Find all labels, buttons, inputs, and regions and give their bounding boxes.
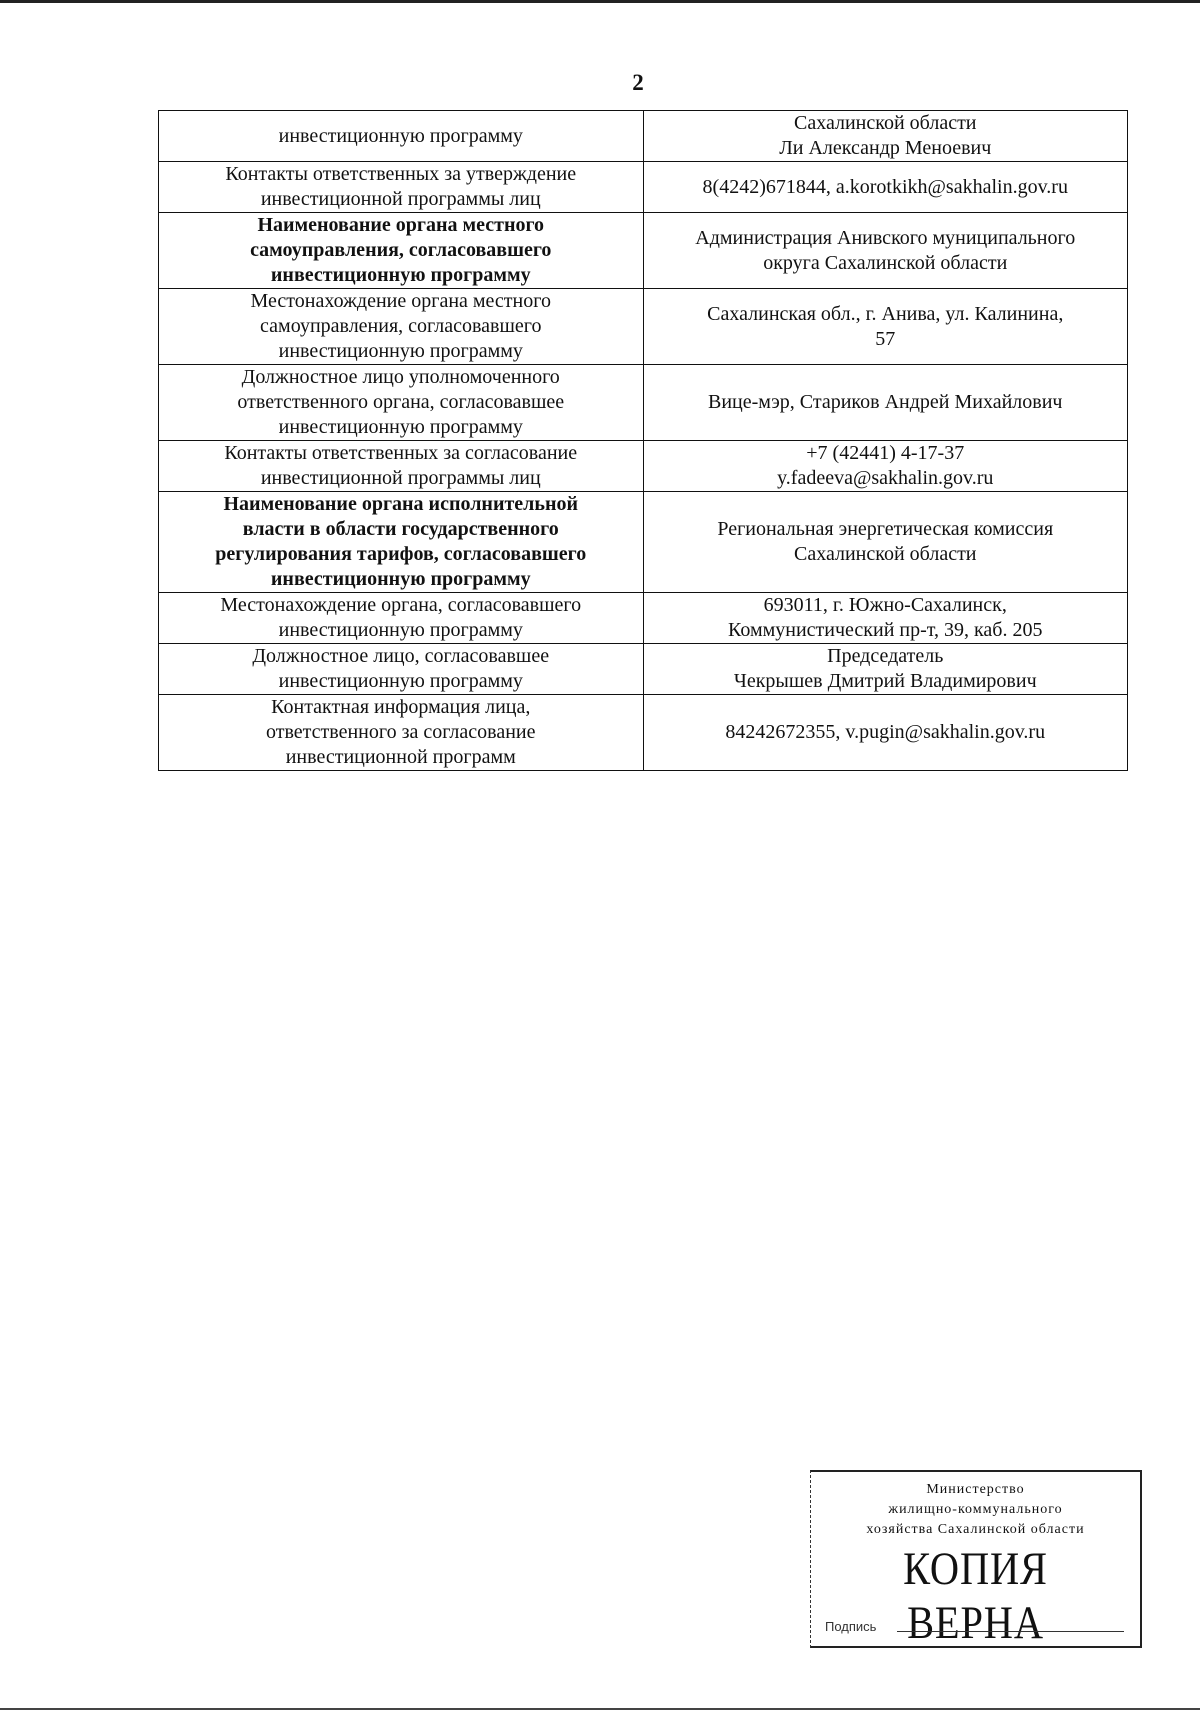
row-label-cell [159,695,644,771]
row-value-line: Коммунистический пр-т, 39, каб. 205 [727,619,1043,641]
row-value-cell [643,289,1128,365]
row-value-line: 57 [875,327,896,350]
row-value-line: 84242672355, v.pugin@sakhalin.gov.ru [725,721,1046,743]
row-label-cell [159,111,644,162]
row-value-cell [643,695,1128,771]
table-row [159,162,1128,213]
row-value-line: 8(4242)671844, a.korotkikh@sakhalin.gov.ru [702,175,1068,198]
row-value-line: Председатель [827,645,944,667]
row-label-cell [159,213,644,289]
row-value-cell [643,365,1128,441]
row-label-line: Местонахождение органа, согласовавшего [220,594,582,616]
stamp-department-line: жилищно-коммунального [888,1502,1063,1517]
table-row [159,111,1128,162]
stamp-signature-line [897,1631,1124,1632]
row-label-line: Контактная информация лица, [271,696,531,718]
row-label-cell [159,593,644,644]
row-value-cell [643,213,1128,289]
row-label-line: Местонахождение органа местного [250,290,551,312]
row-label-line: Контакты ответственных за утверждение [225,163,577,185]
row-label-line: ответственного органа, согласовавшее [237,391,565,413]
row-label-cell [159,644,644,695]
bottom-page-rule [0,1708,1200,1710]
stamp-title: КОПИЯ ВЕРНА [903,1543,1048,1649]
row-value-line: Сахалинская обл., г. Анива, ул. Калинина, [707,302,1064,325]
table-row [159,365,1128,441]
row-label-line: инвестиционную программу [278,340,523,362]
stamp-region-line: хозяйства Сахалинской области [866,1522,1085,1537]
table-row [159,213,1128,289]
row-value-cell [643,492,1128,593]
row-label-line: самоуправления, согласовавшего [260,315,542,337]
row-label-line: инвестиционную программу [270,568,531,590]
row-label-line: инвестиционной программ [285,746,516,768]
row-value-line: Ли Александр Меноевич [779,137,992,159]
row-label-line: самоуправления, согласовавшего [250,239,552,261]
table-row [159,695,1128,771]
row-label-cell [159,162,644,213]
row-label-line: ответственного за согласование [265,721,536,743]
row-label-line: Контакты ответственных за согласование [224,442,578,464]
row-label-line: инвестиционную программу [278,416,523,438]
row-value-line: округа Сахалинской области [763,251,1008,274]
row-value-cell [643,111,1128,162]
row-label-line: инвестиционную программу [270,264,531,286]
info-table [158,110,1128,771]
row-label-cell [159,289,644,365]
row-value-cell [643,162,1128,213]
row-value-cell [643,593,1128,644]
row-value-line: Сахалинской области [793,112,977,134]
row-label-cell [159,492,644,593]
row-value-line: Сахалинской области [793,543,977,565]
top-page-rule [0,0,1200,3]
row-value-line: Чекрышев Дмитрий Владимирович [733,670,1037,692]
row-value-line: Вице-мэр, Стариков Андрей Михайлович [708,391,1063,413]
row-label-line: Наименование органа местного [257,214,545,236]
table-row [159,441,1128,492]
table-row [159,289,1128,365]
row-label-line: власти в области государственного [242,518,559,540]
row-label-line: регулирования тарифов, согласовавшего [215,543,587,565]
row-label-line: инвестиционную программу [278,670,523,692]
row-label-line: инвестиционной программы лиц [260,467,541,489]
page-number: 2 [632,70,644,95]
row-value-line: y.fadeeva@sakhalin.gov.ru [777,467,994,489]
row-label-cell [159,365,644,441]
table-row [159,593,1128,644]
row-value-line: +7 (42441) 4-17-37 [806,442,965,464]
row-label-line: инвестиционной программы лиц [260,188,541,210]
stamp-ministry-line: Министерство [926,1482,1025,1497]
stamp-signature-label: Подпись [825,1619,877,1634]
row-value-line: Региональная энергетическая комиссия [717,518,1054,540]
row-value-line: 693011, г. Южно-Сахалинск, [763,594,1007,616]
certified-copy-stamp [810,1470,1142,1648]
table-row [159,644,1128,695]
row-value-line: Администрация Анивского муниципального [695,226,1076,249]
row-label-line: инвестиционную программу [278,619,523,641]
row-label-line: Должностное лицо, согласовавшее [252,645,550,667]
row-value-cell [643,441,1128,492]
row-label-line: Должностное лицо уполномоченного [241,366,560,388]
row-value-cell [643,644,1128,695]
table-row [159,492,1128,593]
info-table-body [159,111,1128,771]
row-label-line: инвестиционную программу [278,124,523,147]
row-label-line: Наименование органа исполнительной [223,493,579,515]
row-label-cell [159,441,644,492]
